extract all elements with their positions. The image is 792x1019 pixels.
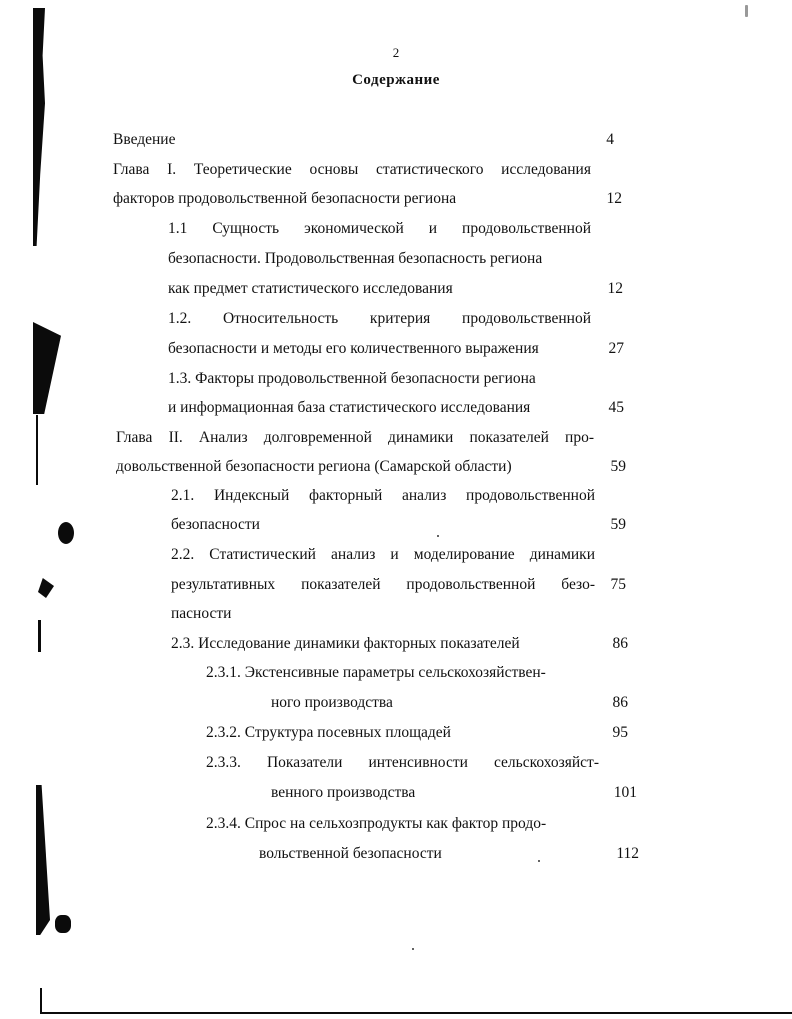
scan-speck — [437, 535, 439, 537]
toc-s2-1-line2: безопасности — [171, 516, 260, 533]
toc-ch1-line2: факторов продовольственной безопасности региона — [113, 190, 457, 207]
toc-s2-1-line1: 2.1. Индексный факторный анализ продовольственной — [171, 487, 595, 504]
toc-s2-3-4-line1: 2.3.4. Спрос на сельхозпродукты как фактор продо- — [206, 815, 547, 832]
toc-intro-page: 4 — [606, 131, 614, 148]
toc-s2-3-text: 2.3. Исследование динамики факторных показателей — [171, 635, 520, 652]
toc-s1-2-page: 27 — [608, 340, 624, 357]
toc-s2-2-line1: 2.2. Статистический анализ и моделирование динамики — [171, 546, 595, 563]
toc-s2-1-page: 59 — [610, 516, 626, 533]
toc-s2-3-4-page: 112 — [616, 845, 639, 862]
scan-tick — [38, 620, 41, 652]
toc-s2-3-3-page: 101 — [613, 784, 637, 801]
scan-edge-line — [36, 415, 38, 485]
toc-s2-3-2-text: 2.3.2. Структура посевных площадей — [206, 724, 451, 741]
toc-s1-3-line2: и информационная база статистического исследования — [168, 399, 531, 416]
toc-s2-3-page: 86 — [612, 635, 628, 652]
scan-mark — [38, 578, 54, 598]
scan-blot — [58, 522, 74, 544]
page-number: 2 — [392, 45, 400, 60]
toc-s1-2-line1: 1.2. Относительность критерия продовольственной — [168, 310, 591, 327]
scan-edge-mid — [33, 322, 61, 414]
toc-ch2-line1: Глава II. Анализ долговременной динамики показателей про- — [116, 429, 594, 446]
page-title: Содержание — [352, 72, 440, 88]
toc-ch2-page: 59 — [610, 458, 626, 475]
toc-s2-2-line3: пасности — [171, 605, 232, 622]
toc-ch1-page: 12 — [606, 190, 622, 207]
toc-s2-2-page: 75 — [610, 576, 626, 593]
toc-s1-1-line2: безопасности. Продовольственная безопасность региона — [168, 250, 543, 267]
toc-ch1-line1: Глава I. Теоретические основы статистического исследования — [113, 161, 591, 178]
toc-s1-3-line1: 1.3. Факторы продовольственной безопасности региона — [168, 370, 536, 387]
toc-s2-3-2-page: 95 — [612, 724, 628, 741]
toc-s2-2-line2: результативных показателей продовольственной безо- — [171, 576, 595, 593]
scan-speck — [412, 948, 414, 950]
toc-s1-3-page: 45 — [608, 399, 624, 416]
toc-s1-2-line2: безопасности и методы его количественного выражения — [168, 340, 539, 357]
toc-s1-1-line3: как предмет статистического исследования — [168, 280, 453, 297]
scan-corner-h — [40, 1012, 792, 1014]
scan-speck — [538, 860, 540, 862]
toc-s2-3-1-line2: ного производства — [271, 694, 393, 711]
toc-s2-3-4-line2: вольственной безопасности — [259, 845, 442, 862]
scan-blot-2 — [55, 915, 71, 933]
toc-s1-1-page: 12 — [607, 280, 623, 297]
scan-edge-lower — [36, 785, 50, 935]
scan-corner-v — [40, 988, 42, 1014]
toc-s2-3-1-line1: 2.3.1. Экстенсивные параметры сельскохозяйствен- — [206, 664, 546, 681]
toc-s2-3-3-line2: венного производства — [271, 784, 416, 801]
scan-edge-top — [33, 8, 45, 246]
toc-intro-text: Введение — [113, 131, 176, 148]
scan-speck — [745, 5, 748, 17]
toc-s2-3-1-page: 86 — [612, 694, 628, 711]
toc-ch2-line2: довольственной безопасности региона (Самарской области) — [116, 458, 512, 475]
toc-s2-3-3-line1: 2.3.3. Показатели интенсивности сельскохозяйст- — [206, 754, 599, 771]
toc-s1-1-line1: 1.1 Сущность экономической и продовольственной — [168, 220, 591, 237]
